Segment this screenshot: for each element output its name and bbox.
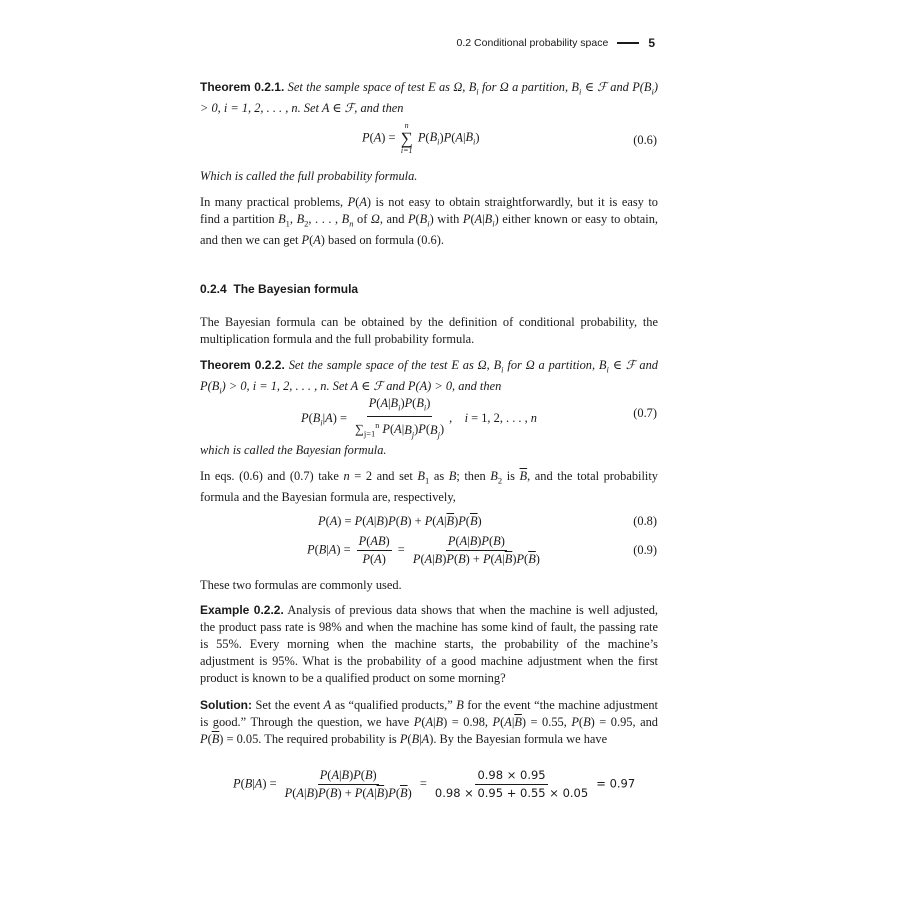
section-number: 0.2.4 (200, 282, 227, 296)
final-equation: P(B|A) = $\frac{P(A|B)P(B)}{P(A|B)P(B) + P(A|\overline{B})P(\overline{B})}$ = $\frac{0.98 \times 0.95}{0.98 \times 0.95 + 0.55 \times 0.05}$ = 0.97 (233, 768, 636, 800)
theorem-text: Set the sample space of test E as Ω, $B_i$ for Ω a partition, $B_i$ ∈ ℱ and $P(B_i) > 0$, i = 1, 2, . . . , n. Set A ∈ ℱ, and then (200, 80, 658, 116)
eq-number-0-7: (0.7) (633, 406, 657, 420)
equation-0-8: $P(A) = P(A|B)P(B) + P(A|\overline{B})P(\overline{B})$ (318, 514, 482, 528)
solution-label: Solution: (200, 698, 252, 712)
paragraph-take-n2: In eqs. (0.6) and (0.7) take n = 2 and set $B_1$ as B; then $B_2$ is $\overline{B}$, and the total probability formula and the Bayesian formula are, respectively, (200, 469, 658, 505)
theorem-2-label: Theorem 0.2.2. (200, 358, 285, 372)
equation-0-7: $P(B_i|A)$ = $\frac{P(A|B_i)P(B_i)}{\sum_{j=1}^n P(A|B_j)P(B_j)}$ , i = 1, 2, . . . , n (301, 396, 537, 440)
example-text: Analysis of previous data shows that when the machine is well adjusted, the product pass rate is 98% and when the machine has some kind of fault, the passing rate is 55%. Every morning when the machine starts, the probability of the machine’s adjustment is 95%. What is the probability of a good machine adjustment when the first product is known to be a qualified product on some morning? (200, 603, 658, 685)
solution: Solution: Set the event A as “qualified products,” B for the event “the machine adjustment is good.” Through the question, we have P(A|B) = 0.98, $P(A|\overline{B}) = 0.55$, P(B) = 0.95, and $P(\overline{B}) = 0.05$. The required probability is P(B|A). By the Bayesian formula we have (200, 698, 658, 746)
section-title: The Bayesian formula (233, 282, 359, 296)
common-sentence: These two formulas are commonly used. (200, 578, 402, 592)
full-probability-sentence: Which is called the full probability formula. (200, 169, 418, 183)
final-result: = 0.97 (596, 776, 636, 791)
theorem-0-2-2: Theorem 0.2.2. Set the sample space of the test E as Ω, $B_i$ for Ω a partition, $B_i$ ∈ ℱ and $P(B_i) > 0$, i = 1, 2, . . . , n. Set A ∈ ℱ and P(A) > 0, and then (200, 358, 658, 396)
page-number: 5 (648, 36, 655, 50)
bayes-intro: The Bayesian formula can be obtained by the definition of conditional probability, the multiplication formula and the full probability formula. (200, 315, 658, 346)
section-heading (200, 282, 358, 296)
eq-number-0-6: (0.6) (633, 133, 657, 147)
eq-number-0-8: (0.8) (633, 514, 657, 528)
running-title: 0.2 Conditional probability space (456, 37, 609, 49)
header-rule (617, 42, 639, 44)
final-numerator: 0.98 × 0.95 (475, 768, 547, 785)
paragraph-practical: In many practical problems, P(A) is not easy to obtain straightforwardly, but it is easy to find a partition $B_1$, $B_2$, . . . , $B_n$ of Ω, and $P(B_i)$ with $P(A|B_i)$ either known or easy to obtain, and then we can get P(A) based on formula (0.6). (200, 195, 658, 248)
equation-0-6: P(A) = n ∑ i=1 $P(B_i)P(A|B_i)$ (362, 121, 480, 155)
equation-0-9: P(B|A) = $\frac{P(AB)}{P(A)}$ = $\frac{P(A|B)P(B)}{P(A|B)P(B) + P(A|\overline{B})P(\overline{B})}$ (307, 534, 540, 566)
theorem-label: Theorem 0.2.1. (200, 80, 285, 94)
example-label: Example 0.2.2. (200, 603, 284, 617)
eq-number-0-9: (0.9) (633, 543, 657, 557)
running-header (457, 36, 655, 50)
example-0-2-2 (200, 602, 658, 687)
final-denominator: 0.98 × 0.95 + 0.55 × 0.05 (434, 786, 589, 800)
bayes-sentence: which is called the Bayesian formula. (200, 443, 387, 457)
theorem-0-2-1 (200, 79, 658, 117)
